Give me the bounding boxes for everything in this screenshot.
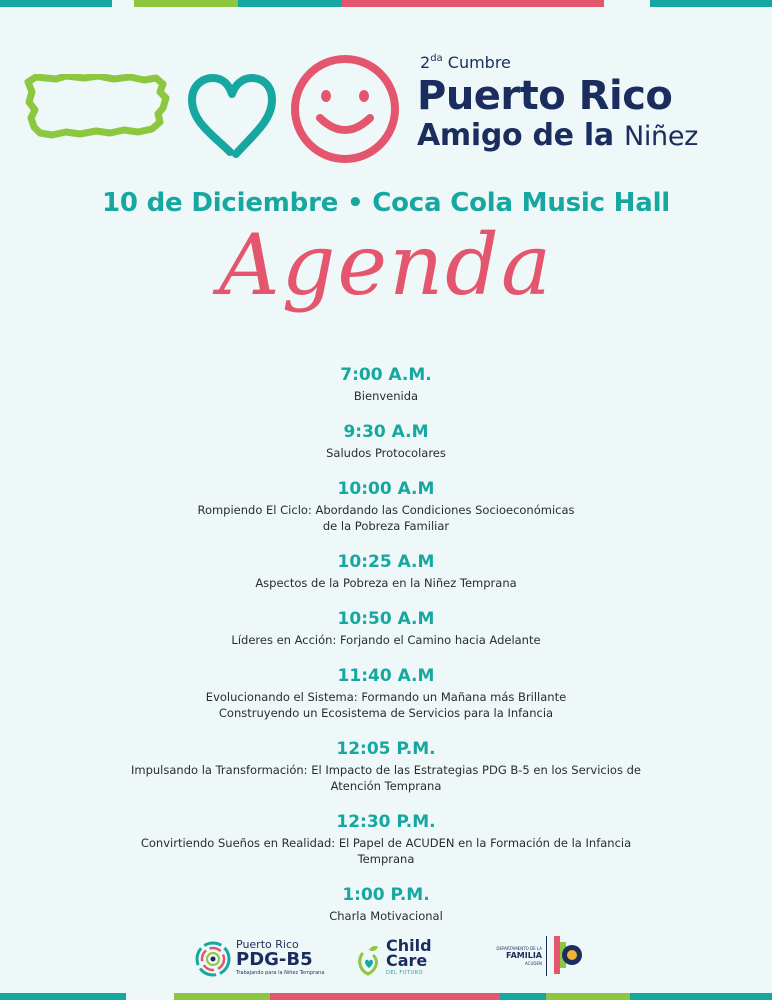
agenda-description-line: Líderes en Acción: Forjando el Camino hacia Adelante (231, 633, 541, 647)
puerto-rico-map-icon (22, 74, 172, 140)
agenda-item (0, 608, 772, 648)
child-care-sub: DEL FUTURO (386, 970, 424, 976)
agenda-time: 10:00 A.M (337, 479, 435, 499)
child-care-text: Child Care (386, 936, 432, 970)
pdg-b5-emblem-icon (194, 940, 232, 978)
agenda-description-line: Temprana (357, 852, 415, 866)
agenda-description-line: Rompiendo El Ciclo: Abordando las Condiciones Socioeconómicas (197, 503, 575, 517)
pdg-line1: Puerto Rico (236, 938, 299, 951)
header (0, 40, 772, 170)
pdg-b5-logo (194, 936, 324, 982)
agenda-description-line: Saludos Protocolares (326, 446, 446, 460)
agenda-item (0, 738, 772, 794)
leaf-heart-icon (356, 944, 382, 978)
bottom-color-stripe (0, 993, 772, 1000)
familia-line3: ACUDEN (525, 961, 542, 966)
agenda-description-line: Convirtiendo Sueños en Realidad: El Papel de ACUDEN en la Formación de la Infancia (140, 836, 632, 850)
footer-logos (0, 930, 772, 986)
agenda-time: 9:30 A.M (343, 422, 429, 442)
pdg-line3: Trabajando para la Niñez Temprana (236, 970, 325, 976)
agenda-item (0, 884, 772, 924)
agenda-description-line: Charla Motivacional (329, 909, 443, 923)
agenda-item (0, 811, 772, 867)
agenda-description (0, 762, 772, 794)
agenda-description (0, 502, 772, 534)
child-care-logo (356, 936, 446, 982)
familia-line1: DEPARTAMENTO DE LA (496, 946, 542, 951)
event-title-block (417, 49, 698, 154)
smiley-face-icon (288, 52, 402, 166)
agenda-description-line: Construyendo un Ecosistema de Servicios para la Infancia (218, 706, 554, 720)
agenda-item (0, 421, 772, 461)
agenda-description-line: Atención Temprana (330, 779, 442, 793)
agenda-description-line: Bienvenida (353, 389, 419, 403)
agenda-item (0, 478, 772, 534)
pdg-line2: PDG-B5 (236, 949, 313, 970)
edition-label: $2^{da}$ Cumbre (420, 53, 511, 72)
agenda-time: 11:40 A.M (337, 666, 435, 686)
agenda-description (0, 689, 772, 721)
agenda-heading: Agenda (218, 216, 554, 314)
agenda-description (0, 908, 772, 924)
departamento-familia-logo (486, 932, 586, 982)
agenda-description (0, 388, 772, 404)
heart-icon (186, 70, 278, 160)
agenda-item (0, 551, 772, 591)
agenda-time: 10:25 A.M (337, 552, 435, 572)
agenda-item (0, 665, 772, 721)
agenda-description (0, 445, 772, 461)
familia-emblem-icon (550, 932, 584, 978)
agenda-time: 12:05 P.M. (336, 739, 436, 759)
event-title-line2: Amigo de la Niñez (417, 118, 699, 153)
agenda-time: 1:00 P.M. (342, 885, 430, 905)
date-venue: 10 de Diciembre • Coca Cola Music Hall (101, 188, 671, 218)
agenda-description (0, 575, 772, 591)
agenda-description (0, 835, 772, 867)
agenda-description-line: de la Pobreza Familiar (322, 519, 450, 533)
agenda-time: 7:00 A.M. (340, 365, 432, 385)
agenda-time: 12:30 P.M. (336, 812, 436, 832)
agenda-description-line: Aspectos de la Pobreza en la Niñez Temprana (255, 576, 517, 590)
top-color-stripe (0, 0, 772, 7)
agenda-item (0, 364, 772, 404)
familia-line2: FAMILIA (506, 951, 542, 960)
agenda-time: 10:50 A.M (337, 609, 435, 629)
agenda-description-line: Impulsando la Transformación: El Impacto de las Estrategias PDG B-5 en los Servicios de (131, 763, 641, 777)
agenda-description-line: Evolucionando el Sistema: Formando un Mañana más Brillante (205, 690, 567, 704)
agenda-description (0, 632, 772, 648)
event-title-line1: Puerto Rico (417, 73, 673, 119)
